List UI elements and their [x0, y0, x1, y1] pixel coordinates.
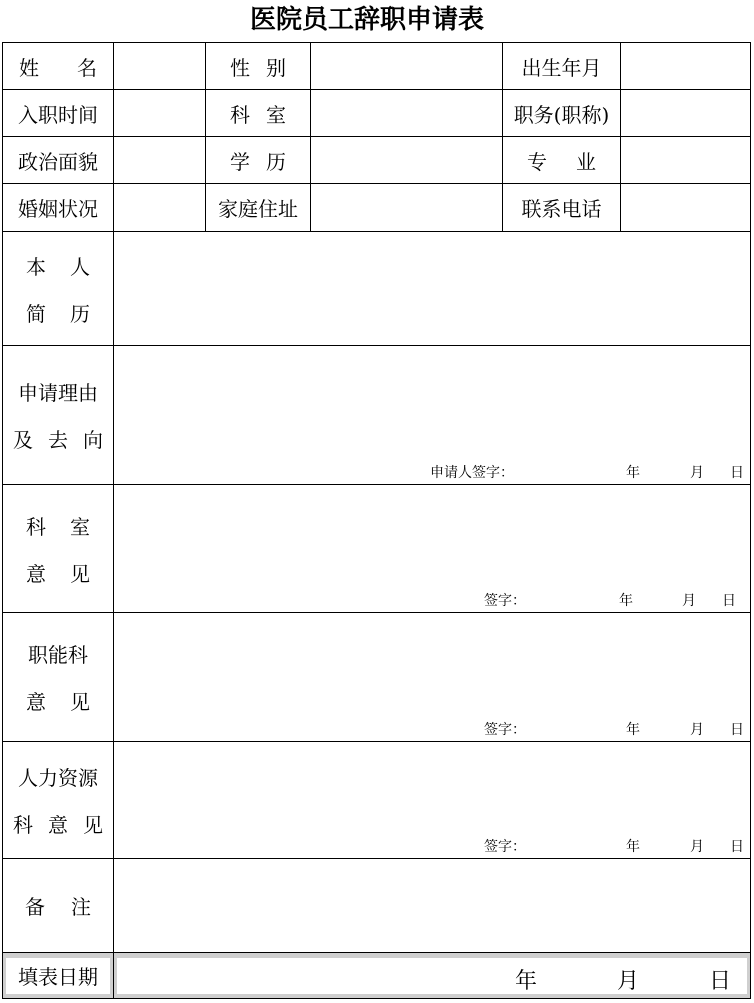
row-entry [3, 90, 751, 137]
fill-date-year: 年 [515, 968, 538, 994]
row-remarks [3, 859, 751, 953]
hr-day-label: 日 [730, 839, 744, 855]
department-label: 科 室 [206, 90, 311, 137]
func-year-label: 年 [626, 722, 640, 738]
reason-day-label: 日 [730, 465, 744, 481]
position-field[interactable] [621, 90, 751, 137]
department-field[interactable] [311, 90, 503, 137]
dept-sign-label: 签字： [484, 593, 526, 609]
gender-field[interactable] [311, 43, 503, 90]
resume-field[interactable] [114, 232, 751, 346]
marital-label: 婚姻状况 [3, 184, 114, 232]
fill-date-day: 日 [709, 968, 732, 994]
hr-year-label: 年 [626, 839, 640, 855]
fill-date-field[interactable] [114, 953, 751, 999]
hr-opinion-label: 人力资源 科 意 见 [3, 742, 114, 859]
remarks-field[interactable] [114, 859, 751, 953]
name-field[interactable] [114, 43, 206, 90]
address-field[interactable] [311, 184, 503, 232]
phone-label: 联系电话 [503, 184, 621, 232]
gender-label: 性 别 [206, 43, 311, 90]
major-field[interactable] [621, 137, 751, 184]
dept-year-label: 年 [619, 593, 633, 609]
dept-opinion-label: 科 室 意 见 [3, 485, 114, 613]
dept-day-label: 日 [722, 593, 736, 609]
row-hr-opinion [3, 742, 751, 859]
political-label: 政治面貌 [3, 137, 114, 184]
birth-field[interactable] [621, 43, 751, 90]
entry-time-field[interactable] [114, 90, 206, 137]
marital-field[interactable] [114, 184, 206, 232]
row-dept-opinion [3, 485, 751, 613]
political-field[interactable] [114, 137, 206, 184]
resignation-form [2, 42, 751, 999]
func-day-label: 日 [730, 722, 744, 738]
position-label: 职务(职称) [503, 90, 621, 137]
row-reason [3, 346, 751, 485]
row-fill-date [3, 953, 751, 999]
func-opinion-field[interactable] [114, 613, 751, 742]
reason-field[interactable] [114, 346, 751, 485]
phone-field[interactable] [621, 184, 751, 232]
reason-year-label: 年 [626, 465, 640, 481]
func-month-label: 月 [690, 722, 704, 738]
fill-date-label-cell [3, 953, 114, 999]
education-label: 学 历 [206, 137, 311, 184]
hr-month-label: 月 [690, 839, 704, 855]
row-resume [3, 232, 751, 346]
dept-opinion-field[interactable] [114, 485, 751, 613]
remarks-label: 备 注 [3, 859, 114, 953]
row-name [3, 43, 751, 90]
hr-opinion-field[interactable] [114, 742, 751, 859]
row-func-opinion [3, 613, 751, 742]
address-label: 家庭住址 [206, 184, 311, 232]
entry-time-label: 入职时间 [3, 90, 114, 137]
hr-sign-label: 签字： [484, 839, 526, 855]
row-political [3, 137, 751, 184]
resume-label: 本 人 简 历 [3, 232, 114, 346]
fill-date-month: 月 [617, 968, 640, 994]
reason-label: 申请理由 及 去 向 [3, 346, 114, 485]
applicant-sign-label: 申请人签字： [430, 465, 514, 481]
func-opinion-label: 职能科 意 见 [3, 613, 114, 742]
form-title: 医院员工辞职申请表 [249, 5, 484, 35]
major-label: 专 业 [503, 137, 621, 184]
func-sign-label: 签字： [484, 722, 526, 738]
fill-date-label: 填表日期 [18, 965, 98, 989]
education-field[interactable] [311, 137, 503, 184]
birth-label: 出生年月 [503, 43, 621, 90]
row-marital [3, 184, 751, 232]
dept-month-label: 月 [682, 593, 696, 609]
name-label: 姓 名 [3, 43, 114, 90]
reason-month-label: 月 [690, 465, 704, 481]
